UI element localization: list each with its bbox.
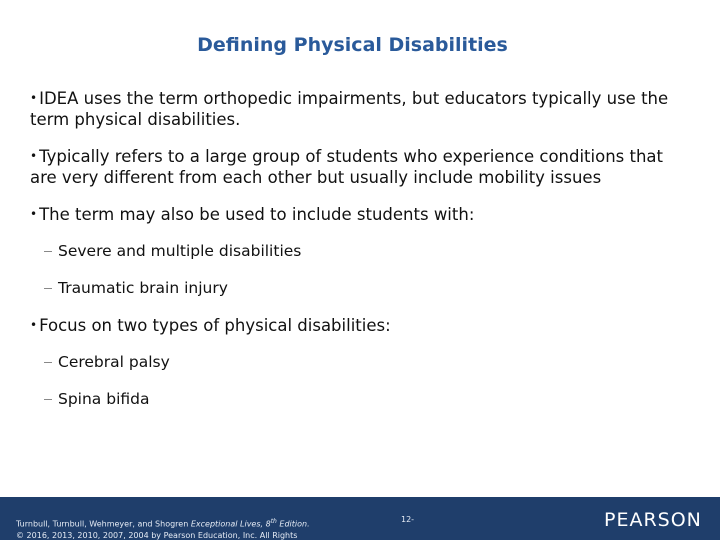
citation-edition-suffix: Edition. <box>276 519 310 529</box>
bullet-item <box>30 204 690 225</box>
citation-authors: Turnbull, Turnbull, Wehmeyer, and Shogren <box>16 519 191 529</box>
dash-marker <box>44 399 52 400</box>
bullet-item <box>30 146 690 188</box>
page-number: 12- <box>401 515 415 524</box>
bullet-item <box>30 88 690 130</box>
bullet-text: Typically refers to a large group of students who experience conditions that are very different from each other but usually include mobility issues <box>30 147 664 187</box>
sub-bullet-text: Spina bifida <box>58 390 150 408</box>
citation-edition-number: , 8 <box>260 519 271 529</box>
citation-book-title: Exceptional Lives <box>190 519 261 529</box>
bullet-item <box>30 315 690 336</box>
sub-bullet-item <box>30 278 690 298</box>
bullet-dot: • <box>30 207 38 221</box>
bullet-dot: • <box>30 318 38 332</box>
bullet-text: IDEA uses the term orthopedic impairments, but educators typically use the term physical disabilities. <box>30 89 669 129</box>
dash-marker <box>44 288 52 289</box>
bullet-text: The term may also be used to include students with: <box>39 205 475 224</box>
bullet-text: Focus on two types of physical disabilities: <box>39 316 391 335</box>
slide-title: Defining Physical Disabilities <box>197 34 508 56</box>
slide-content <box>30 88 690 426</box>
bullet-dot: • <box>30 149 38 163</box>
sub-bullet-item <box>30 241 690 261</box>
dash-marker <box>44 362 52 363</box>
sub-bullet-item <box>30 352 690 372</box>
copyright-text: © 2016, 2013, 2010, 2007, 2004 by Pearson Education, Inc. All Rights <box>16 530 298 540</box>
sub-bullet-text: Cerebral palsy <box>58 353 170 371</box>
sub-bullet-text: Traumatic brain injury <box>58 279 228 297</box>
citation <box>16 516 386 541</box>
sub-bullet-text: Severe and multiple disabilities <box>58 242 302 260</box>
footer-bar <box>0 497 720 540</box>
citation-edition-sup: th <box>270 518 277 525</box>
sub-bullet-item <box>30 389 690 409</box>
bullet-dot: • <box>30 91 38 105</box>
dash-marker <box>44 251 52 252</box>
pearson-logo: PEARSON <box>604 509 702 531</box>
